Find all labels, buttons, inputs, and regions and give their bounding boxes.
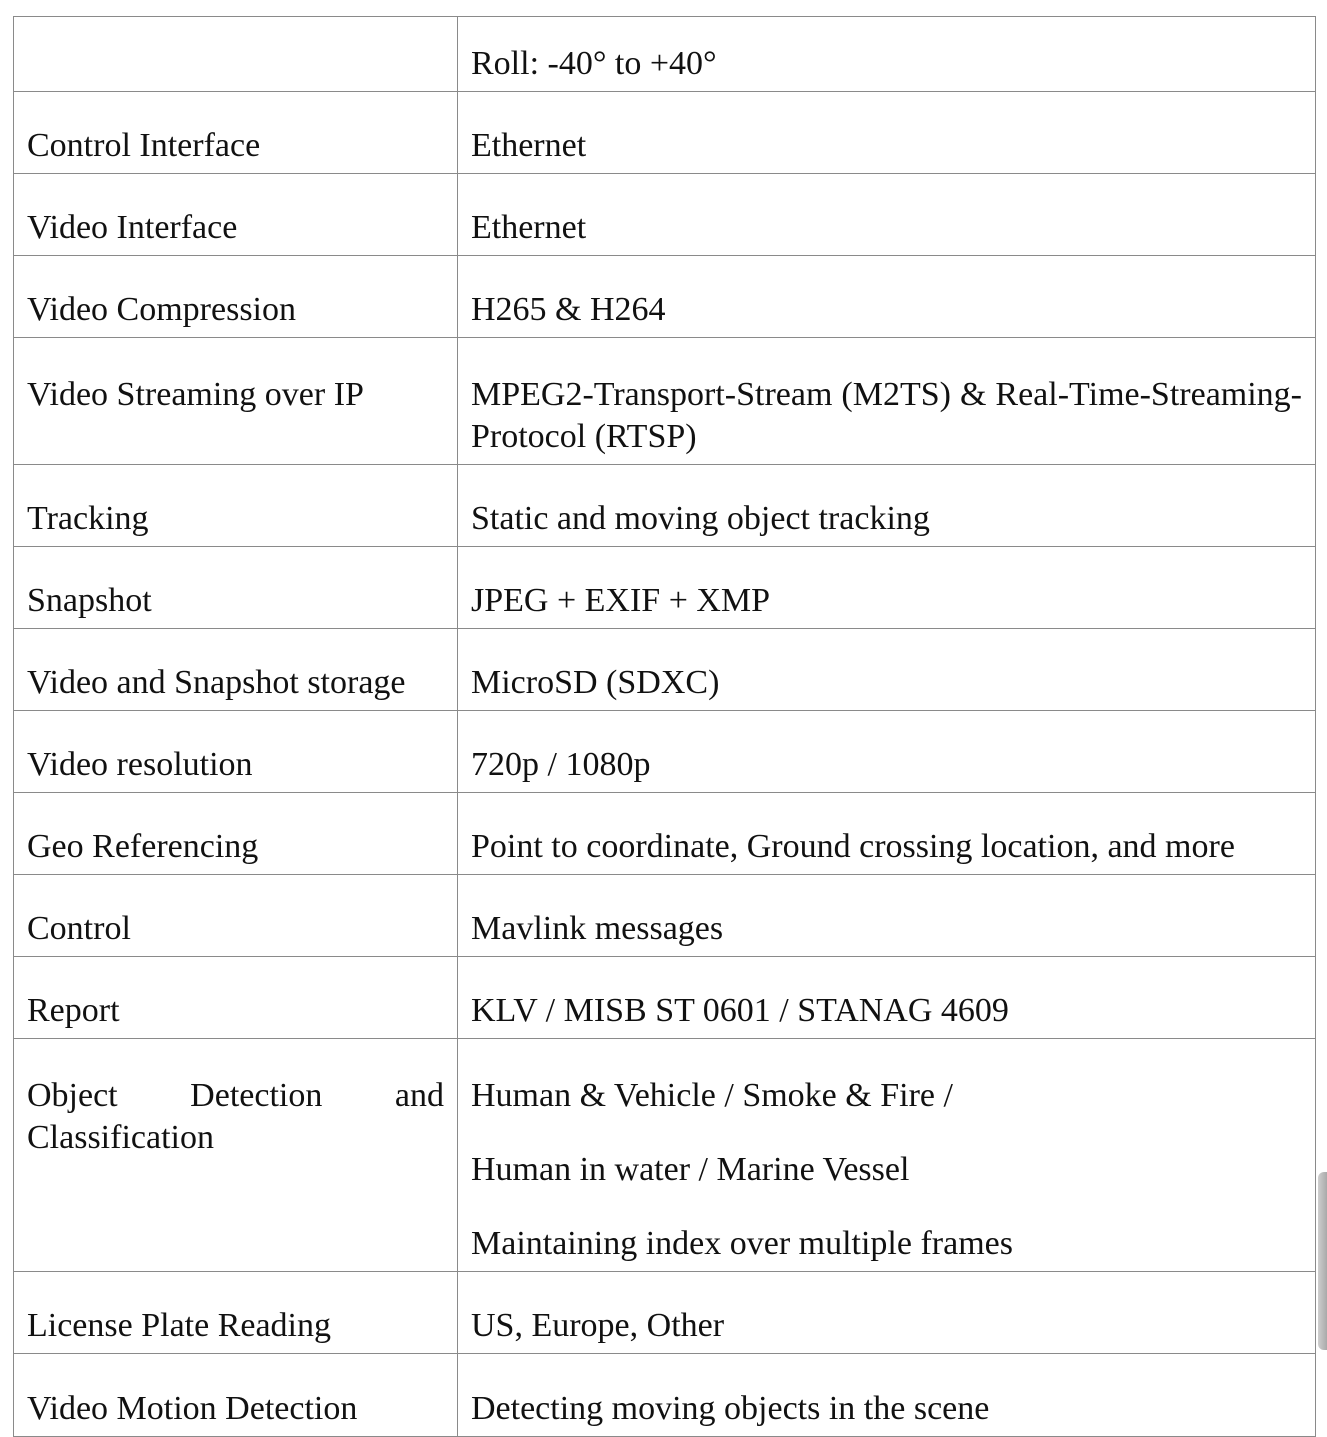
table-row <box>14 465 1316 547</box>
row-label-cell: Control <box>14 875 458 957</box>
row-value-cell: MicroSD (SDXC) <box>458 629 1316 711</box>
row-value-cell: Point to coordinate, Ground crossing location, and more <box>458 793 1316 875</box>
table-row <box>14 256 1316 338</box>
table-row <box>14 547 1316 629</box>
row-value-cell: Ethernet <box>458 92 1316 174</box>
table-row <box>14 793 1316 875</box>
table-row <box>14 875 1316 957</box>
row-value-cell: Detecting moving objects in the scene <box>458 1354 1316 1437</box>
row-value-cell: US, Europe, Other <box>458 1272 1316 1354</box>
row-label-cell: Video and Snapshot storage <box>14 629 458 711</box>
row-label-cell: Control Interface <box>14 92 458 174</box>
row-label-cell: Geo Referencing <box>14 793 458 875</box>
table-row <box>14 711 1316 793</box>
table-row <box>14 1272 1316 1354</box>
table-row <box>14 1039 1316 1272</box>
value-paragraph: Human in water / Marine Vessel <box>471 1151 910 1188</box>
row-label-cell: Video Motion Detection <box>14 1354 458 1437</box>
row-value-cell: KLV / MISB ST 0601 / STANAG 4609 <box>458 957 1316 1039</box>
row-label-cell: Video Streaming over IP <box>14 338 458 465</box>
row-label-cell: Video Compression <box>14 256 458 338</box>
value-paragraph: Maintaining index over multiple frames <box>471 1225 1013 1262</box>
row-label-cell: License Plate Reading <box>14 1272 458 1354</box>
value-paragraph: Human & Vehicle / Smoke & Fire / <box>471 1077 953 1114</box>
row-value-cell: Ethernet <box>458 174 1316 256</box>
row-label-cell: Snapshot <box>14 547 458 629</box>
table-row <box>14 629 1316 711</box>
row-value-cell: Roll: -40° to +40° <box>458 17 1316 92</box>
row-value-cell: Static and moving object tracking <box>458 465 1316 547</box>
row-value-cell: H265 & H264 <box>458 256 1316 338</box>
table-row <box>14 1354 1316 1437</box>
table-row <box>14 338 1316 465</box>
row-label-cell: Video resolution <box>14 711 458 793</box>
table-row <box>14 174 1316 256</box>
table-row <box>14 957 1316 1039</box>
row-label-cell: Report <box>14 957 458 1039</box>
table-row <box>14 92 1316 174</box>
row-value-cell: MPEG2-Transport-Stream (M2TS) & Real-Time-Streaming-Protocol (RTSP) <box>458 338 1316 465</box>
row-value-cell <box>458 1039 1316 1272</box>
row-label-cell: Video Interface <box>14 174 458 256</box>
edge-scroll-handle[interactable] <box>1318 1172 1327 1350</box>
row-label-cell <box>14 17 458 92</box>
specifications-table <box>13 16 1316 1437</box>
row-value-cell: 720p / 1080p <box>458 711 1316 793</box>
row-label-cell: Tracking <box>14 465 458 547</box>
row-label-cell: Object Detection and Classification <box>14 1039 458 1272</box>
table-row <box>14 17 1316 92</box>
row-value-cell: JPEG + EXIF + XMP <box>458 547 1316 629</box>
row-value-cell: Mavlink messages <box>458 875 1316 957</box>
